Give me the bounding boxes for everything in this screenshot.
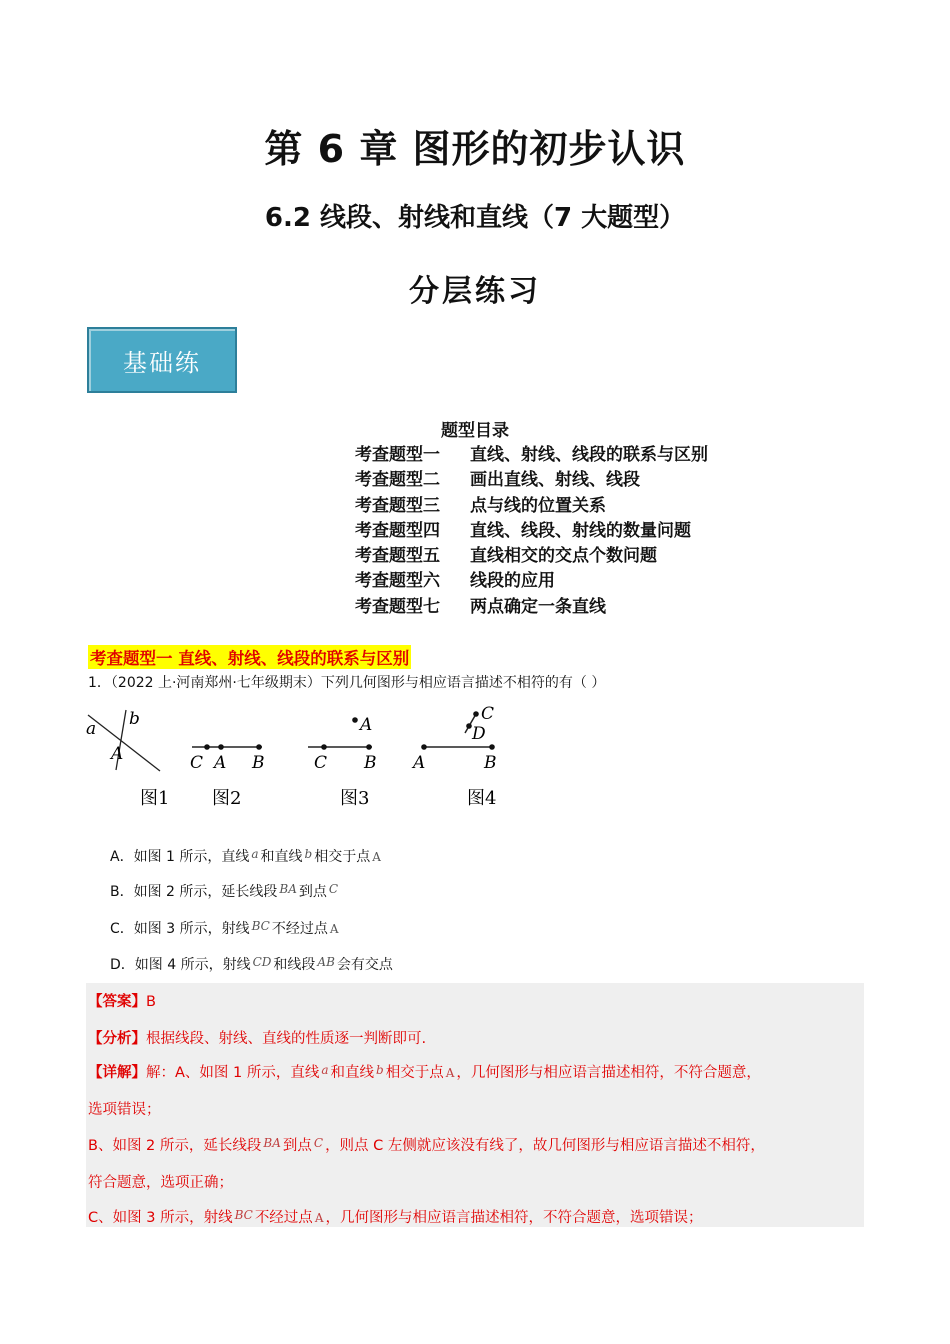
label-A: A (413, 753, 426, 773)
detail-text: C、如图 3 所示，射线 (88, 1210, 233, 1226)
caption-fig4: 图4 (467, 788, 497, 809)
label-B: B (484, 753, 497, 773)
toc-item-key: 考查题型五 (355, 546, 440, 567)
option-a-text: 和直线 (260, 849, 303, 865)
chapter-title: 第 6 章 图形的初步认识 (264, 127, 686, 171)
caption-fig2: 图2 (212, 788, 242, 809)
math-var: BA (279, 882, 297, 896)
analysis-line (88, 1027, 426, 1048)
toc-item-key: 考查题型七 (355, 596, 440, 617)
toc-item-key: 考查题型二 (355, 470, 440, 491)
detail-text: 解：A、如图 1 所示，直线 (146, 1065, 320, 1081)
label-b: b (129, 709, 140, 729)
point-A (218, 744, 224, 750)
point-C (204, 744, 210, 750)
detail-text: ，几何图形与相应语言描述相符，不符合题意，选项错误； (325, 1210, 703, 1226)
figure-4 (411, 704, 497, 809)
toc-item-text: 直线、射线、线段的联系与区别 (470, 445, 708, 465)
caption-fig3: 图3 (340, 788, 370, 809)
option-a[interactable] (110, 846, 383, 866)
detail-text: 不经过点 (254, 1210, 313, 1226)
level-badge-label: 基础练 (123, 348, 201, 377)
toc-item-text: 线段的应用 (470, 571, 555, 592)
level-badge (87, 327, 237, 393)
point-A (421, 744, 427, 750)
detail-line-3 (88, 1134, 765, 1155)
detail-text: B、如图 2 所示，延长线段 (88, 1138, 262, 1154)
label-a: a (86, 719, 97, 739)
option-d-text: 和线段 (273, 957, 316, 973)
option-a-text: A．如图 1 所示，直线 (110, 849, 250, 865)
detail-text: 到点 (282, 1138, 312, 1154)
label-C: C (190, 753, 204, 773)
option-d-text: D．如图 4 所示，射线 (110, 957, 251, 973)
detail-line-4: 符合题意，选项正确； (88, 1175, 233, 1191)
toc-item-text: 画出直线、射线、线段 (470, 470, 640, 491)
label-A: A (111, 744, 124, 764)
label-B: B (252, 753, 265, 773)
option-b[interactable] (110, 881, 340, 901)
answer-value: B (146, 994, 156, 1010)
point-C (473, 711, 479, 717)
option-a-text: 相交于点 (314, 849, 371, 865)
math-var: BA (263, 1136, 281, 1150)
option-c-text: C．如图 3 所示，射线 (110, 921, 250, 937)
detail-text: ，则点 C 左侧就应该没有线了，故几何图形与相应语言描述不相符， (325, 1138, 765, 1154)
math-var: b (376, 1063, 384, 1077)
detail-text: 和直线 (330, 1065, 375, 1081)
option-d-text: 会有交点 (336, 957, 393, 973)
math-var: A (329, 922, 339, 936)
detail-text: 相交于点 (385, 1065, 444, 1081)
toc-item-text: 直线、线段、射线的数量问题 (470, 520, 691, 541)
figure-2 (190, 744, 265, 809)
math-var: A (445, 1066, 455, 1080)
option-c-text: 不经过点 (271, 921, 328, 937)
math-var: a (321, 1063, 329, 1077)
option-c[interactable] (110, 918, 341, 938)
toc-item-text: 直线相交的交点个数问题 (470, 546, 657, 567)
toc-item[interactable] (355, 541, 708, 566)
answer-line (88, 990, 156, 1011)
math-var: CD (252, 955, 272, 969)
option-d[interactable] (110, 954, 393, 974)
toc-item-key: 考查题型一 (355, 445, 440, 465)
point-B (366, 744, 372, 750)
question-figures (80, 700, 520, 815)
answer-label: 【答案】 (88, 994, 146, 1010)
toc-item[interactable] (355, 440, 708, 465)
toc-item[interactable] (355, 566, 708, 591)
math-var: AB (317, 955, 335, 969)
math-var: A (314, 1211, 324, 1225)
analysis-label: 【分析】 (88, 1031, 146, 1047)
toc-item[interactable] (355, 516, 708, 541)
option-b-text: B．如图 2 所示，延长线段 (110, 884, 278, 900)
detail-line-2: 选项错误； (88, 1102, 161, 1118)
toc-list (355, 440, 708, 617)
question-stem: 1．（2022 上·河南郑州·七年级期末）下列几何图形与相应语言描述不相符的有（ ） (88, 675, 606, 691)
toc-item[interactable] (355, 491, 708, 516)
label-C: C (481, 704, 495, 724)
figure-1 (86, 709, 169, 809)
section-title: 6.2 线段、射线和直线（7 大题型） (264, 203, 686, 233)
detail-line-5 (88, 1206, 702, 1227)
math-var: a (251, 847, 259, 861)
toc-title: 题型目录 (441, 421, 509, 441)
label-D: D (472, 724, 486, 744)
toc-item[interactable] (355, 465, 708, 490)
point-B (256, 744, 262, 750)
detail-line-1 (88, 1061, 761, 1082)
math-var: C (328, 882, 339, 896)
label-C: C (314, 753, 328, 773)
math-var: A (372, 850, 381, 864)
point-C (321, 744, 327, 750)
math-var: BC (251, 919, 270, 933)
math-var: C (313, 1136, 324, 1150)
practice-title: 分层练习 (409, 274, 541, 309)
toc-item-text: 点与线的位置关系 (470, 495, 606, 516)
toc-item-key: 考查题型三 (355, 495, 440, 516)
point-B (489, 744, 495, 750)
label-B: B (364, 753, 377, 773)
toc-item-text: 两点确定一条直线 (470, 596, 606, 617)
point-A (352, 717, 358, 723)
detail-text: ，几何图形与相应语言描述相符，不符合题意， (456, 1065, 761, 1081)
figure-3 (308, 715, 377, 809)
toc-item[interactable] (355, 592, 708, 617)
caption-fig1: 图1 (140, 788, 170, 809)
math-var: BC (234, 1208, 253, 1222)
point-D (466, 723, 472, 729)
math-var: b (304, 847, 313, 861)
toc-item-key: 考查题型四 (355, 520, 440, 541)
option-b-text: 到点 (298, 884, 327, 900)
label-A: A (360, 715, 373, 735)
detail-label: 【详解】 (88, 1065, 146, 1081)
section-heading: 考查题型一 直线、射线、线段的联系与区别 (88, 645, 411, 669)
label-A: A (214, 753, 227, 773)
toc-item-key: 考查题型六 (355, 571, 440, 592)
analysis-text: 根据线段、射线、直线的性质逐一判断即可. (146, 1031, 427, 1047)
